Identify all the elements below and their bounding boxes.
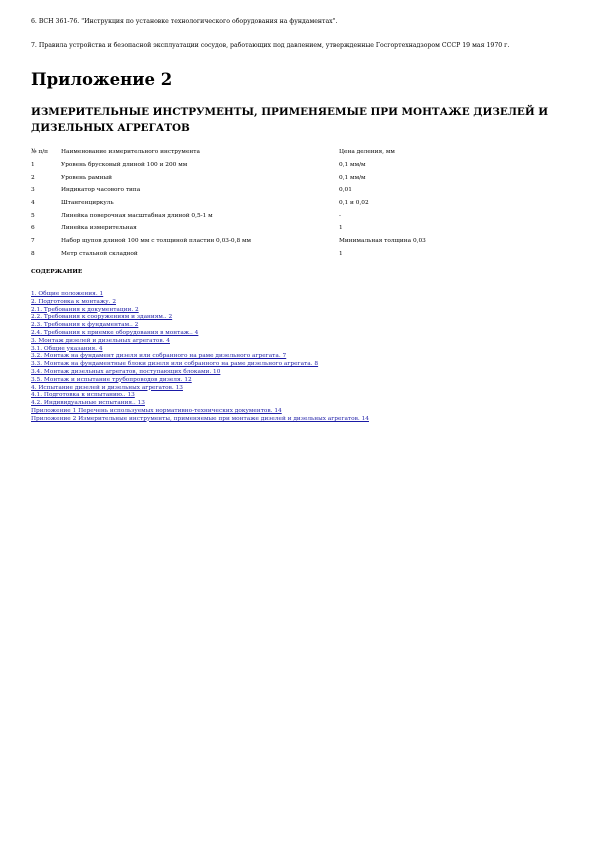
toc-item (31, 338, 369, 346)
table-row (31, 184, 459, 197)
toc-item (31, 377, 369, 385)
row-name: Уровень рамный (61, 174, 112, 181)
toc-link[interactable]: 3.1. Общие указания. 4 (31, 345, 103, 352)
row-division: 1 (339, 250, 343, 257)
toc-link[interactable]: 4. Испытание дизелей и дизельных агрегатов. 13 (31, 384, 183, 391)
toc-list (31, 291, 369, 424)
row-division: Минимальная толщина 0,03 (339, 238, 426, 245)
toc-link[interactable]: 2.3. Требования к фундаментам.. 2 (31, 322, 139, 329)
toc-link[interactable]: 1. Общие положения. 1 (31, 291, 104, 297)
row-name: Метр стальной складной (61, 250, 138, 257)
toc-item (31, 330, 369, 338)
table-row (31, 222, 459, 235)
toc-item (31, 416, 369, 424)
row-number: 6 (31, 225, 35, 232)
row-number: 7 (31, 238, 35, 245)
row-name: Уровень брусковый длиной 100 и 200 мм (61, 162, 188, 169)
row-name: Индикатор часового типа (61, 187, 141, 194)
toc-item (31, 291, 369, 299)
toc-item (31, 385, 369, 393)
table-row (31, 197, 459, 210)
toc-link[interactable]: 4.2. Индивидуальные испытания.. 13 (31, 400, 145, 407)
toc-link[interactable]: 2. Подготовка к монтажу. 2 (31, 298, 117, 305)
toc-link[interactable]: 3.5. Монтаж и испытание трубопроводов дизеля. 12 (31, 376, 192, 383)
toc-link[interactable]: 4.1. Подготовка к испытанию.. 13 (31, 392, 135, 399)
header-number: № п/п (31, 149, 49, 156)
row-number: 4 (31, 200, 35, 207)
table-row (31, 209, 459, 222)
toc-item (31, 361, 369, 369)
toc-link[interactable]: 3.4. Монтаж дизельных агрегатов, поступающих блоками. 10 (31, 368, 221, 375)
toc-item (31, 353, 369, 361)
table-header-row (31, 146, 459, 159)
appendix-title: Приложение 2 (31, 70, 173, 89)
row-division: 0,01 (339, 187, 352, 194)
toc-title: СОДЕРЖАНИЕ (31, 269, 83, 275)
row-division: 1 (339, 225, 343, 232)
toc-link[interactable]: Приложение 2 Измерительные инструменты, применяемые при монтаже дизелей и дизельных агрегатов. 14 (31, 415, 369, 422)
toc-link[interactable]: 2.1. Требования к документации. 2 (31, 306, 139, 313)
table-row (31, 171, 459, 184)
toc-item (31, 392, 369, 400)
header-name: Наименование измерительного инструмента (61, 149, 200, 156)
toc-item (31, 400, 369, 408)
toc-link[interactable]: 3. Монтаж дизелей и дизельных агрегатов. 4 (31, 337, 170, 344)
header-division: Цена деления, мм (339, 149, 395, 156)
row-name: Штангенциркуль (61, 200, 114, 207)
toc-link[interactable]: 2.2. Требования к сооружениям и зданиям.. 2 (31, 314, 173, 321)
tools-table (31, 146, 459, 260)
row-division: 0,1 и 0,02 (339, 200, 369, 207)
toc-link[interactable]: 2.4. Требования к приемке оборудования в монтаж.. 4 (31, 329, 199, 336)
table-row (31, 235, 459, 248)
table-row (31, 159, 459, 172)
reference-note-7: 7. Правила устройства и безопасной эксплуатации сосудов, работающих под давлением, утвержденные Госгортехнадзором СССР 19 мая 1970 г. (31, 42, 510, 49)
row-division: - (339, 212, 341, 219)
row-name: Линейка поверочная масштабная длиной 0,5-1 м (61, 212, 213, 219)
row-division: 0,1 мм/м (339, 174, 366, 181)
row-name: Линейка измерительная (61, 225, 137, 232)
row-name: Набор щупов длиной 100 мм с толщиной пластин 0,03-0,8 мм (61, 238, 252, 245)
appendix-subtitle: ИЗМЕРИТЕЛЬНЫЕ ИНСТРУМЕНТЫ, ПРИМЕНЯЕМЫЕ ПРИ МОНТАЖЕ ДИЗЕЛЕЙ И ДИЗЕЛЬНЫХ АГРЕГАТОВ (31, 106, 549, 134)
toc-link[interactable]: 3.2. Монтаж на фундамент дизеля или собранного на раме дизельного агрегата. 7 (31, 353, 287, 360)
table-row (31, 248, 459, 261)
row-division: 0,1 мм/м (339, 162, 366, 169)
row-number: 1 (31, 162, 35, 169)
toc-link[interactable]: Приложение 1 Перечень используемых нормативно-технических документов. 14 (31, 407, 282, 414)
row-number: 2 (31, 174, 35, 181)
toc-item (31, 322, 369, 330)
row-number: 8 (31, 250, 35, 257)
toc-item (31, 299, 369, 307)
toc-item (31, 369, 369, 377)
row-number: 5 (31, 212, 35, 219)
reference-note-6: 6. ВСН 361-76. "Инструкция по установке технологического оборудования на фундаментах". (31, 18, 338, 25)
toc-item (31, 408, 369, 416)
row-number: 3 (31, 187, 35, 194)
toc-link[interactable]: 3.3. Монтаж на фундаментные блоки дизеля или собранного на раме дизельного агрегата. 8 (31, 361, 319, 368)
